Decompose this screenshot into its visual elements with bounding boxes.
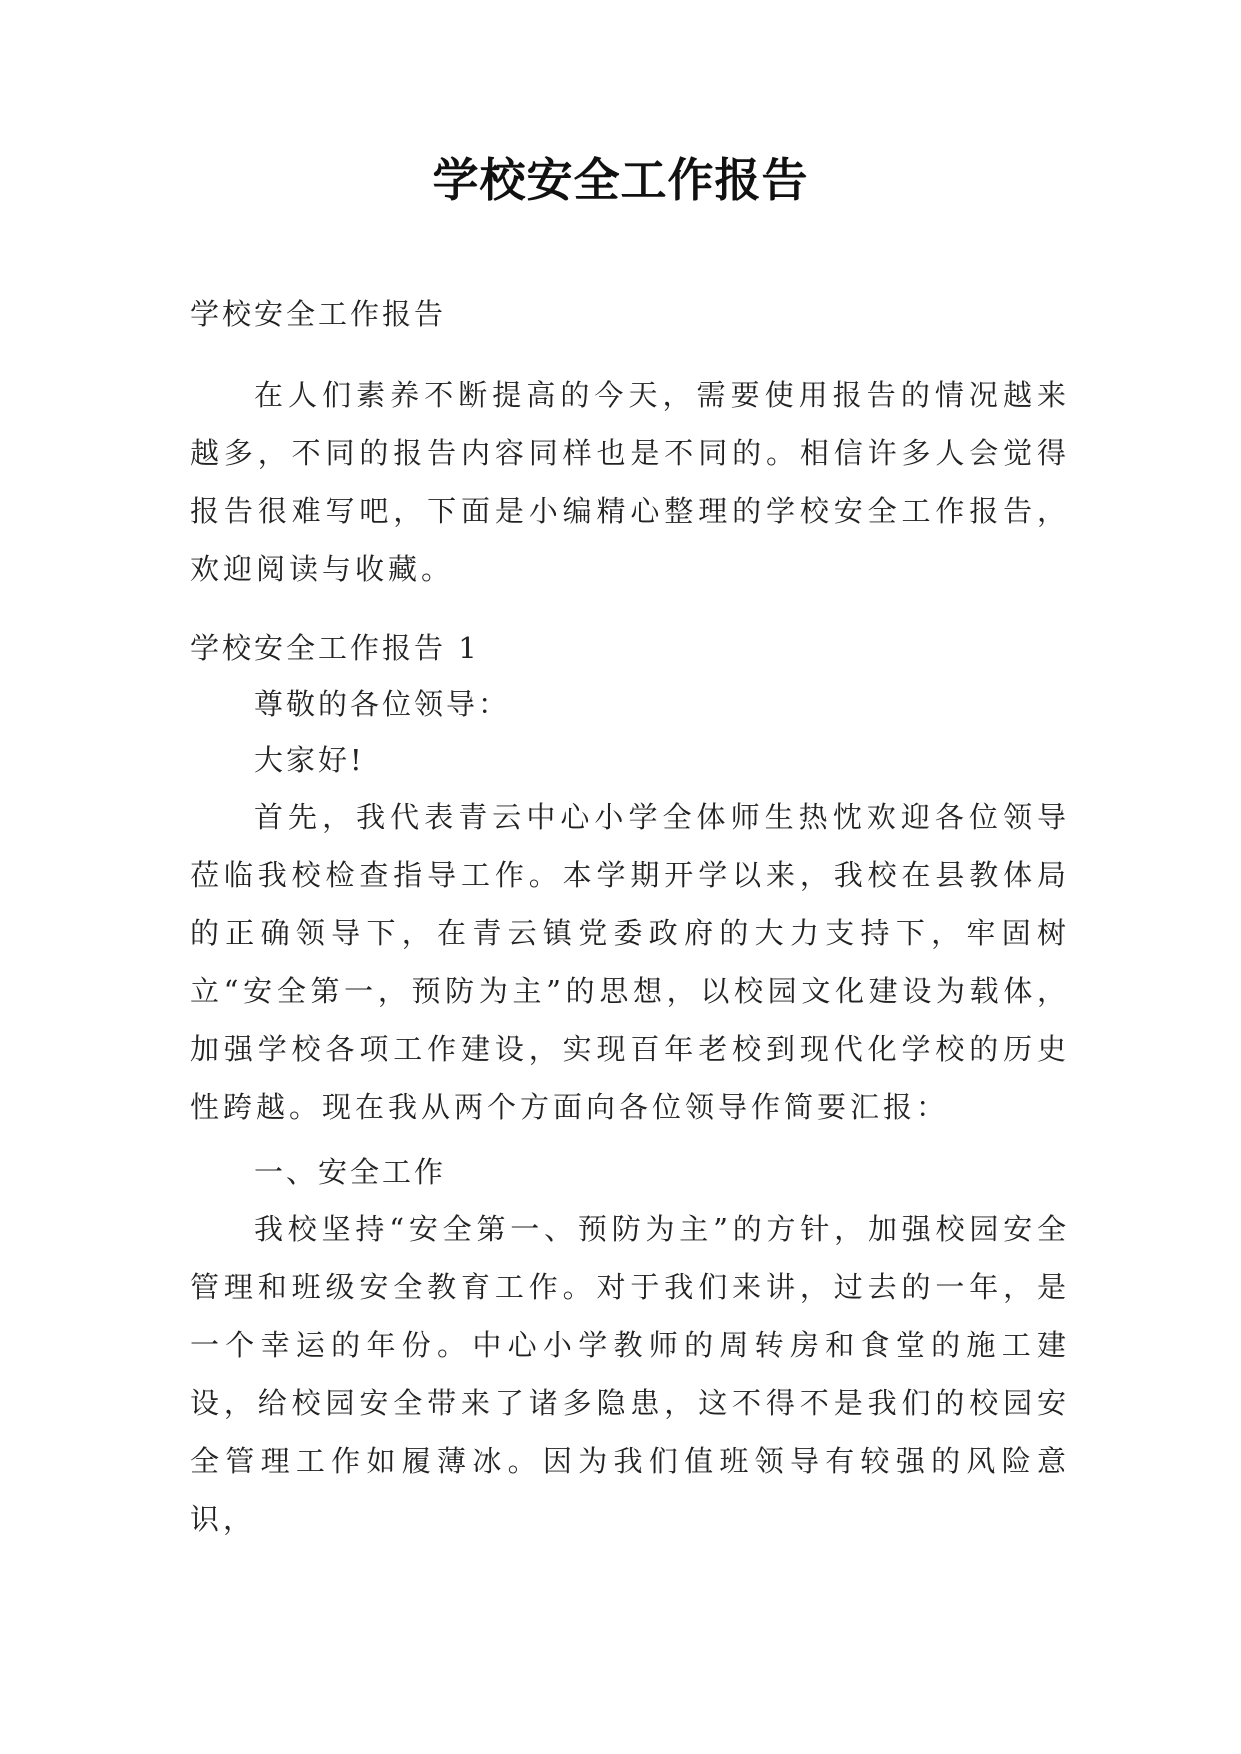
subheading-safety-work: 一、安全工作 xyxy=(254,1155,447,1189)
salutation: 尊敬的各位领导： xyxy=(254,687,511,721)
document-subtitle: 学校安全工作报告 xyxy=(190,297,447,331)
greeting: 大家好! xyxy=(254,743,365,777)
intro-paragraph: 在人们素养不断提高的今天，需要使用报告的情况越来越多，不同的报告内容同样也是不同的。相信许多人会觉得报告很难写吧，下面是小编精心整理的学校安全工作报告，欢迎阅读与收藏。 xyxy=(190,378,1070,586)
body-paragraph-1: 首先，我代表青云中心小学全体师生热忱欢迎各位领导莅临我校检查指导工作。本学期开学以来，我校在县教体局的正确领导下，在青云镇党委政府的大力支持下，牢固树立“安全第一，预防为主”的思想，以校园文化建设为载体，加强学校各项工作建设，实现百年老校到现代化学校的历史性跨越。现在我从两个方面向各位领导作简要汇报： xyxy=(190,800,1070,1124)
body-paragraph-2: 我校坚持“安全第一、预防为主”的方针，加强校园安全管理和班级安全教育工作。对于我们来讲，过去的一年，是一个幸运的年份。中心小学教师的周转房和食堂的施工建设，给校园安全带来了诸多隐患，这不得不是我们的校园安全管理工作如履薄冰。因为我们值班领导有较强的风险意识， xyxy=(190,1212,1070,1536)
section-heading: 学校安全工作报告 1 xyxy=(190,631,480,665)
document-title: 学校安全工作报告 xyxy=(432,153,809,207)
